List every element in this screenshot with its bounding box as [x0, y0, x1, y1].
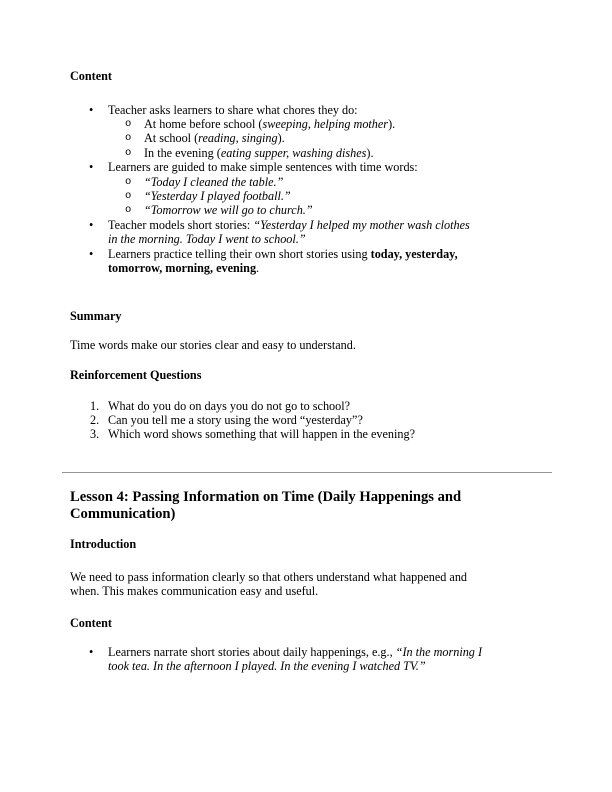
list-number: 1.: [90, 398, 100, 413]
bullet-icon: •: [89, 246, 94, 261]
text-line: [108, 232, 542, 246]
text-run: Learners practice telling their own short stories using: [108, 246, 371, 261]
text-run: ).: [388, 116, 396, 131]
heading-summary: Summary: [70, 308, 122, 323]
text-line: Lesson 4: Passing Information on Time (Daily Happenings and: [70, 488, 462, 505]
text-run: today, yesterday,: [370, 246, 458, 261]
circle-bullet-icon: o: [125, 204, 132, 217]
bullet-list-item: [70, 131, 542, 145]
bullet-list-item: [70, 175, 542, 189]
text-run: “Yesterday I played football.”: [144, 188, 291, 203]
bullet-icon: •: [89, 645, 94, 659]
text-run: At home before school (: [144, 116, 263, 131]
bullet-list-item: [70, 218, 542, 247]
text-line: [144, 117, 542, 131]
text-run: “In the morning I: [395, 645, 482, 659]
text-run: In the evening (: [144, 145, 221, 160]
text-run: Learners narrate short stories about daily happenings, e.g.,: [108, 645, 396, 659]
text-line: [108, 645, 542, 659]
text-run: .: [256, 260, 260, 275]
heading-content-2: Content: [70, 616, 112, 630]
text-line: [144, 146, 542, 160]
text-run: Teacher models short stories:: [108, 217, 254, 232]
text-line: [108, 399, 542, 413]
text-run: ).: [366, 145, 374, 160]
text-line: [108, 413, 542, 427]
bullet-list-narrate: [70, 645, 542, 674]
bullet-icon: •: [89, 160, 94, 175]
list-number: 3.: [90, 427, 100, 442]
text-run: ).: [277, 131, 285, 146]
text-run: in the morning. Today I went to school.”: [108, 232, 306, 247]
circle-bullet-icon: o: [125, 189, 132, 202]
heading-reinforcement-questions: Reinforcement Questions: [70, 368, 202, 382]
bullet-list-item: [70, 203, 542, 217]
bullet-list-item: [70, 103, 542, 117]
text-line: [108, 103, 542, 117]
text-run: Can you tell me a story using the word “yesterday”?: [108, 412, 363, 427]
bullet-list-item: [70, 146, 542, 160]
bullet-icon: •: [89, 217, 94, 232]
introduction-paragraph: [70, 570, 542, 599]
text-line: Communication): [70, 505, 176, 522]
text-run: “Tomorrow we will go to church.”: [144, 203, 313, 218]
text-line: [144, 175, 542, 189]
bullet-list-item: [70, 645, 542, 674]
numbered-list-item: [70, 399, 542, 413]
bullet-list-chores: [70, 103, 542, 276]
text-line: [108, 261, 542, 275]
text-line: [108, 427, 542, 441]
numbered-list-item: [70, 427, 542, 441]
circle-bullet-icon: o: [125, 132, 132, 145]
bullet-list-item: [70, 247, 542, 276]
text-line: [108, 218, 542, 232]
text-run: Learners are guided to make simple sentences with time words:: [108, 160, 418, 175]
text-run: sweeping, helping mother: [262, 116, 389, 131]
circle-bullet-icon: o: [125, 146, 132, 159]
text-run: took tea. In the afternoon I played. In the evening I watched TV.”: [108, 659, 426, 674]
text-line: when. This makes communication easy and useful.: [70, 584, 319, 599]
heading-introduction: Introduction: [70, 536, 137, 551]
numbered-list-questions: [70, 399, 542, 442]
bullet-list-item: [70, 117, 542, 131]
text-line: [108, 247, 542, 261]
text-run: At school (: [144, 131, 199, 146]
bullet-list-item: [70, 160, 542, 174]
text-line: [144, 203, 542, 217]
text-run: eating supper, washing dishes: [220, 145, 367, 160]
text-run: Teacher asks learners to share what chores they do:: [108, 102, 358, 117]
list-number: 2.: [90, 412, 100, 427]
text-line: [144, 131, 542, 145]
text-run: Which word shows something that will happen in the evening?: [108, 427, 415, 442]
text-line: [108, 659, 542, 673]
text-run: tomorrow, morning, evening: [108, 260, 257, 275]
text-run: What do you do on days you do not go to school?: [108, 398, 351, 413]
text-line: [108, 160, 542, 174]
heading-lesson-4: [70, 489, 542, 524]
section-divider-rule: [62, 472, 552, 473]
numbered-list-item: [70, 413, 542, 427]
circle-bullet-icon: o: [125, 175, 132, 188]
text-run: “Yesterday I helped my mother wash clothes: [253, 217, 470, 232]
text-line: [144, 189, 542, 203]
text-run: “Today I cleaned the table.”: [144, 174, 284, 189]
heading-content-1: Content: [70, 69, 112, 83]
text-run: reading, singing: [198, 131, 278, 146]
text-line: We need to pass information clearly so that others understand what happened and: [70, 570, 468, 584]
bullet-list-item: [70, 189, 542, 203]
bullet-icon: •: [89, 102, 94, 117]
circle-bullet-icon: o: [125, 117, 132, 130]
summary-paragraph: Time words make our stories clear and easy to understand.: [70, 337, 356, 352]
